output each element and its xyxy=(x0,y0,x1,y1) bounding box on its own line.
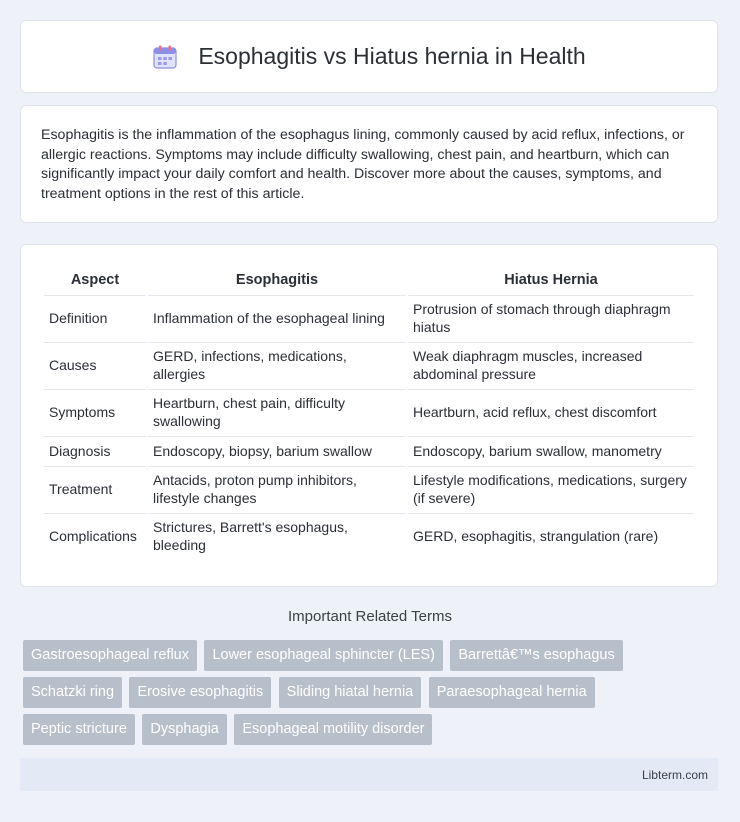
title-card xyxy=(20,20,718,93)
related-term-tag[interactable]: Erosive esophagitis xyxy=(129,677,271,708)
table-cell: Causes xyxy=(44,342,146,387)
table-cell: Antacids, proton pump inhibitors, lifestyle changes xyxy=(148,466,406,511)
table-cell: Heartburn, acid reflux, chest discomfort xyxy=(408,389,694,434)
table-row xyxy=(44,513,694,558)
table-cell: Weak diaphragm muscles, increased abdominal pressure xyxy=(408,342,694,387)
related-term-tag[interactable]: Sliding hiatal hernia xyxy=(279,677,422,708)
related-term-tag[interactable]: Peptic stricture xyxy=(23,714,135,745)
table-cell: GERD, esophagitis, strangulation (rare) xyxy=(408,513,694,558)
footer-site-link[interactable]: Libterm.com xyxy=(641,768,708,782)
table-row xyxy=(44,295,694,340)
comparison-table xyxy=(42,265,696,560)
related-terms-heading: Important Related Terms xyxy=(288,608,452,625)
table-cell: Definition xyxy=(44,295,146,340)
calendar-icon xyxy=(152,44,178,70)
intro-card xyxy=(20,105,718,223)
related-term-tag[interactable]: Gastroesophageal reflux xyxy=(23,640,197,671)
table-cell: Endoscopy, barium swallow, manometry xyxy=(408,436,694,464)
table-cell: Strictures, Barrett's esophagus, bleeding xyxy=(148,513,406,558)
footer xyxy=(20,758,718,791)
table-cell: Symptoms xyxy=(44,389,146,434)
table-cell: Diagnosis xyxy=(44,436,146,464)
table-cell: Inflammation of the esophageal lining xyxy=(148,295,406,340)
related-term-tag[interactable]: Schatzki ring xyxy=(23,677,122,708)
related-terms-list xyxy=(23,640,703,751)
table-cell: Treatment xyxy=(44,466,146,511)
intro-text: Esophagitis is the inflammation of the esophagus lining, commonly caused by acid reflux, infections, or allergic reactions. Symptoms may include difficulty swallowing, chest pain, and heartburn, which can significantly impact your daily comfort and health. Discover more about the causes, symptoms, and treatment options in the rest of this article. xyxy=(41,127,685,202)
related-term-tag[interactable]: Dysphagia xyxy=(142,714,227,745)
table-row xyxy=(44,436,694,464)
related-term-tag[interactable]: Barrettâ€™s esophagus xyxy=(450,640,622,671)
table-cell: Protrusion of stomach through diaphragm hiatus xyxy=(408,295,694,340)
comparison-table-card xyxy=(20,244,718,587)
table-header-row xyxy=(44,267,694,293)
table-cell: Lifestyle modifications, medications, surgery (if severe) xyxy=(408,466,694,511)
column-header-aspect: Aspect xyxy=(70,272,120,288)
table-row xyxy=(44,389,694,434)
table-row xyxy=(44,466,694,511)
table-row xyxy=(44,342,694,387)
related-term-tag[interactable]: Esophageal motility disorder xyxy=(234,714,432,745)
page-title: Esophagitis vs Hiatus hernia in Health xyxy=(198,43,586,69)
table-cell: Complications xyxy=(44,513,146,558)
column-header-hiatus-hernia: Hiatus Hernia xyxy=(504,272,598,288)
table-cell: Heartburn, chest pain, difficulty swallowing xyxy=(148,389,406,434)
related-term-tag[interactable]: Paraesophageal hernia xyxy=(429,677,595,708)
table-cell: Endoscopy, biopsy, barium swallow xyxy=(148,436,406,464)
table-cell: GERD, infections, medications, allergies xyxy=(148,342,406,387)
column-header-esophagitis: Esophagitis xyxy=(235,272,319,288)
related-term-tag[interactable]: Lower esophageal sphincter (LES) xyxy=(204,640,442,671)
